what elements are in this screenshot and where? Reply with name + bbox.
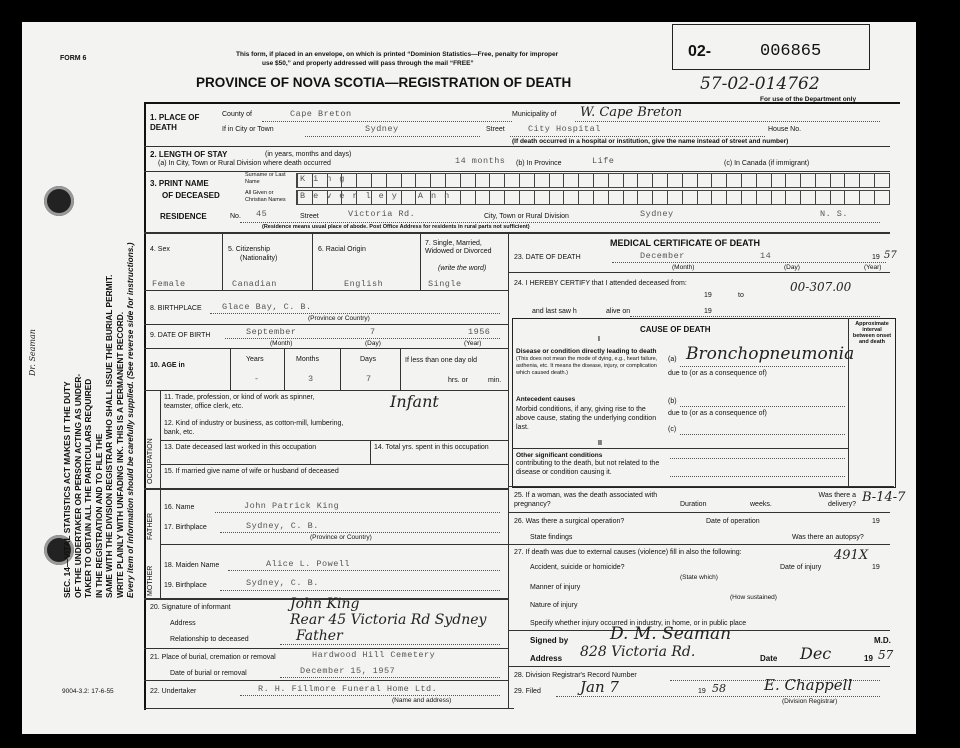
date-year-prefix: 19 (864, 654, 873, 663)
birthplace-value: Glace Bay, C. B. (222, 302, 312, 312)
place-note: (If death occurred in a hospital or institution, give the name instead of street and number) (512, 138, 789, 145)
given-value: Beverley Ann (300, 191, 458, 201)
registrar-sub: (Division Registrar) (782, 698, 838, 705)
form-title: PROVINCE OF NOVA SCOTIA—REGISTRATION OF DEATH (196, 75, 572, 90)
q13-label: 13. Date deceased last worked in this occupation (164, 444, 317, 451)
dob-year: 1956 (468, 327, 491, 337)
cause-heading: CAUSE OF DEATH (640, 325, 711, 334)
burial-date-label: Date of burial or removal (170, 670, 247, 677)
death-year-sub: (Year) (864, 264, 882, 271)
q27-manner: Manner of injury (530, 584, 581, 591)
surname-value: King (300, 174, 353, 184)
informant-addr: Rear 45 Victoria Rd Sydney (290, 612, 487, 628)
q25-duration: Duration (680, 501, 707, 508)
hand-number: 57-02-014762 (700, 74, 820, 94)
other-label: Other significant conditions (516, 452, 603, 459)
q24-to: to (738, 292, 744, 299)
mother-bp: Sydney, C. B. (246, 578, 319, 588)
filed-year-prefix: 19 (698, 688, 706, 695)
roman-i: I (598, 336, 600, 343)
undertaker-label: 22. Undertaker (150, 688, 197, 695)
q27-accident: Accident, suicide or homicide? (530, 564, 625, 571)
mother-side-label: MOTHER (147, 565, 154, 596)
residence-no: 45 (256, 209, 268, 219)
reg-number: 006865 (760, 42, 822, 61)
q24-alive-on: alive on (606, 308, 631, 315)
age-label: 10. AGE in (150, 362, 185, 369)
county-value: Cape Breton (290, 109, 352, 119)
dob-day: 7 (370, 327, 376, 337)
municipality-value: W. Cape Breton (580, 105, 683, 120)
surname-boxes (296, 173, 890, 188)
age-years-label: Years (246, 356, 264, 363)
address-hand: 828 Victoria Rd. (580, 644, 696, 660)
q29-label: 29. Filed (514, 688, 541, 695)
stay-sub: (in years, months and days) (265, 151, 352, 158)
date-label: Date (760, 654, 778, 663)
residence-city: Sydney (640, 209, 674, 219)
filed-year: 58 (712, 682, 726, 695)
antecedent-label: Antecedent causes (516, 396, 576, 403)
residence-note: (Residence means usual place of abode. Post Office Address for residents in rural parts not sufficient) (262, 224, 530, 230)
other-note: contributing to the death, but not related to the disease or condition causing it. (516, 460, 660, 476)
side-notice: SEC. 14—VITAL STATISTICS ACT MAKES IT THE DUTY OF THE UNDERTAKER OR PERSON ACTING AS UNDER- TAKER TO OBTAIN ALL THE PARTICULARS REQUIRED IN THE REGISTRATION AND TO FILE THE SAME WITH THE DIVISION REGISTRAR WHO SHALL ISSUE THE BURIAL PERMIT. WRITE PLAINLY WITH UNFADING INK. THIS IS A PERMANENT RECORD. Every item of information should be carefully supplied. (See reverse side for instructions.) (62, 242, 135, 598)
age-min: min. (488, 377, 502, 384)
antecedent-note: Morbid conditions, if any, giving rise to the above cause, stating the underlying condition last. (516, 406, 657, 431)
form-label: FORM 6 (60, 55, 87, 62)
house-label: House No. (768, 126, 802, 133)
date-year-hand: 57 (878, 648, 894, 662)
q26-label: 26. Was there a surgical operation? (514, 518, 625, 525)
name-label: 3. PRINT NAME OF DECEASED (150, 179, 220, 200)
age-under-day: If less than one day old (405, 357, 477, 364)
burial-date: December 15, 1957 (300, 666, 396, 676)
dob-month: September (246, 327, 297, 337)
informant-sig: John King (290, 596, 360, 612)
citizen-value: Canadian (232, 279, 277, 289)
interval-label: Approximate interval between onset and death (852, 321, 892, 345)
q24-label: 24. I HEREBY CERTIFY that I attended deceased from: (514, 280, 687, 287)
q25-delivery: Was there a delivery? (818, 492, 856, 508)
margin-note: Dr. Seaman (28, 329, 37, 376)
cause-c-marker: (c) (668, 426, 677, 433)
q27-year: 19 (872, 564, 880, 571)
signed-label: Signed by (530, 636, 569, 645)
stay-province: Life (592, 156, 615, 166)
q26-findings: State findings (530, 534, 573, 541)
informant-addr-label: Address (170, 620, 196, 627)
father-name: John Patrick King (244, 501, 340, 511)
q28-label: 28. Division Registrar's Record Number (514, 672, 637, 679)
age-hrs: hrs. or (448, 377, 468, 384)
burial-value: Hardwood Hill Cemetery (312, 650, 436, 660)
dob-day-sub: (Day) (365, 340, 381, 347)
cause-a-marker: (a) (668, 356, 677, 363)
death-month: December (640, 251, 685, 261)
stay-line2: (a) In City, Town or Rural Division where death occurred (158, 160, 331, 167)
street-value: City Hospital (528, 124, 601, 134)
residence-city-label: City, Town or Rural Division (484, 213, 569, 220)
informant-sig-label: 20. Signature of informant (150, 604, 231, 611)
father-bp-label: 17. Birthplace (164, 524, 207, 531)
date-hand: Dec (800, 644, 832, 663)
q27-which: (State which) (680, 574, 718, 581)
q26-autopsy: Was there an autopsy? (792, 534, 864, 541)
sex-value: Female (152, 279, 186, 289)
given-label: All Given or Christian Names (245, 190, 286, 203)
q11-value: Infant (390, 392, 439, 411)
q11-label: 11. Trade, profession, or kind of work as spinner, teamster, office clerk, etc. (164, 394, 315, 410)
father-bp: Sydney, C. B. (246, 521, 319, 531)
undertaker-value: R. H. Fillmore Funeral Home Ltd. (258, 684, 438, 694)
occupation-side-label: OCCUPATION (147, 438, 154, 484)
residence-no-label: No. (230, 213, 241, 220)
q24-year: 19 (704, 292, 712, 299)
marital-label: 7. Single, Married, Widowed or Divorced (425, 240, 492, 255)
informant-rel-label: Relationship to deceased (170, 636, 249, 643)
q14-label: 14. Total yrs. spent in this occupation (374, 444, 489, 451)
mother-name-label: 18. Maiden Name (164, 562, 220, 569)
stay-canada-label: (c) In Canada (if immigrant) (724, 160, 810, 167)
marital-sub: (write the word) (438, 265, 487, 272)
age-days: 7 (366, 374, 372, 384)
racial-label: 6. Racial Origin (318, 246, 366, 253)
sex-label: 4. Sex (150, 246, 170, 253)
medical-heading: MEDICAL CERTIFICATE OF DEATH (610, 238, 760, 248)
citizen-label: 5. Citizenship (228, 246, 271, 253)
address-label: Address (530, 654, 563, 663)
md-label: M.D. (874, 636, 891, 645)
dob-label: 9. DATE OF BIRTH (150, 332, 211, 339)
municipality-label: Municipality of (512, 111, 557, 118)
q15-label: 15. If married give name of wife or husband of deceased (164, 468, 339, 475)
burial-label: 21. Place of burial, cremation or removal (150, 654, 276, 661)
q24-time: 00-307.00 (790, 280, 852, 294)
q27-label: 27. If death was due to external causes (violence) fill in also the following: (514, 549, 742, 556)
footer-code: 9004-3.2: 17-6-55 (62, 688, 114, 695)
death-day: 14 (760, 251, 772, 261)
city-label: If in City or Town (222, 126, 274, 133)
cause-b-marker: (b) (668, 398, 677, 405)
city-value: Sydney (365, 124, 399, 134)
roman-ii: II (598, 440, 602, 447)
birthplace-label: 8. BIRTHPLACE (150, 305, 202, 312)
signed-hand: D. M. Seaman (610, 624, 732, 644)
racial-value: English (344, 279, 384, 289)
disease-note: (This does not mean the mode of dying, e.g., heart failure, asthenia, etc. It means the disease, injury, or complication which caused death.) (516, 356, 658, 376)
q26-year: 19 (872, 518, 880, 525)
father-prov-sub: (Province or Country) (310, 534, 372, 541)
q24-last-saw: and last saw h (532, 308, 577, 315)
father-side-label: FATHER (147, 512, 154, 540)
father-name-label: 16. Name (164, 504, 195, 511)
surname-label: Surname or Last Name (245, 172, 286, 185)
death-day-sub: (Day) (784, 264, 800, 271)
mother-name: Alice L. Powell (266, 559, 351, 569)
due-to-a: due to (or as a consequence of) (668, 370, 767, 377)
top-notice-2: use $50,” and properly addressed will pass through the mail “FREE” (262, 60, 474, 67)
residence-street: Victoria Rd. (348, 209, 416, 219)
filed-hand: Jan 7 (580, 678, 619, 696)
citizen-sub: (Nationality) (240, 255, 278, 262)
q24-year-2: 19 (704, 308, 712, 315)
birthplace-sub: (Province or Country) (308, 315, 370, 322)
top-notice-1: This form, if placed in an envelope, on which is printed “Dominion Statistics—Free, penalty for improper (236, 51, 559, 58)
punch-hole (44, 186, 74, 216)
margin-hand-1: B-14-7 (862, 490, 906, 505)
mother-bp-label: 19. Birthplace (164, 582, 207, 589)
cause-a-value: Bronchopneumonia (686, 344, 855, 364)
q27-how: (How sustained) (730, 594, 777, 601)
age-months-label: Months (296, 356, 319, 363)
q27-injury-date: Date of injury (780, 564, 822, 571)
residence-prov: N. S. (820, 209, 849, 219)
informant-rel: Father (296, 628, 343, 644)
dob-month-sub: (Month) (270, 340, 293, 347)
q23-label: 23. DATE OF DEATH (514, 254, 581, 261)
margin-hand-2: 491X (834, 548, 869, 563)
age-days-label: Days (360, 356, 376, 363)
q27-specify: Specify whether injury occurred in industry, in home, or in public place (530, 620, 747, 627)
dept-use-note: For use of the Department only (760, 96, 857, 103)
reg-prefix: 02- (688, 43, 712, 60)
place-label: 1. PLACE OF DEATH (150, 113, 200, 132)
q25-label: 25. If a woman, was the death associated with pregnancy? (514, 492, 658, 508)
stay-label: 2. LENGTH OF STAY (150, 150, 228, 159)
q12-label: 12. Kind of industry or business, as cotton-mill, lumbering, bank, etc. (164, 420, 344, 436)
marital-value: Single (428, 279, 462, 289)
stay-value: 14 months (455, 156, 506, 166)
age-years: - (254, 374, 260, 384)
street-label: Street (486, 126, 505, 133)
death-month-sub: (Month) (672, 264, 695, 271)
residence-street-label: Street (300, 213, 319, 220)
q25-weeks: weeks. (750, 501, 772, 508)
due-to-b: due to (or as a consequence of) (668, 410, 767, 417)
dob-year-sub: (Year) (464, 340, 482, 347)
county-label: County of (222, 111, 252, 118)
death-year-prefix: 19 (872, 254, 880, 261)
stay-province-label: (b) In Province (516, 160, 562, 167)
q26-op-date: Date of operation (706, 518, 760, 525)
q27-nature: Nature of injury (530, 602, 578, 609)
undertaker-sub: (Name and address) (392, 697, 452, 704)
residence-label: RESIDENCE (160, 212, 207, 221)
death-year: 57 (884, 250, 897, 261)
disease-label: Disease or condition directly leading to death (516, 348, 657, 355)
age-months: 3 (308, 374, 314, 384)
registrar-hand: E. Chappell (764, 676, 853, 694)
